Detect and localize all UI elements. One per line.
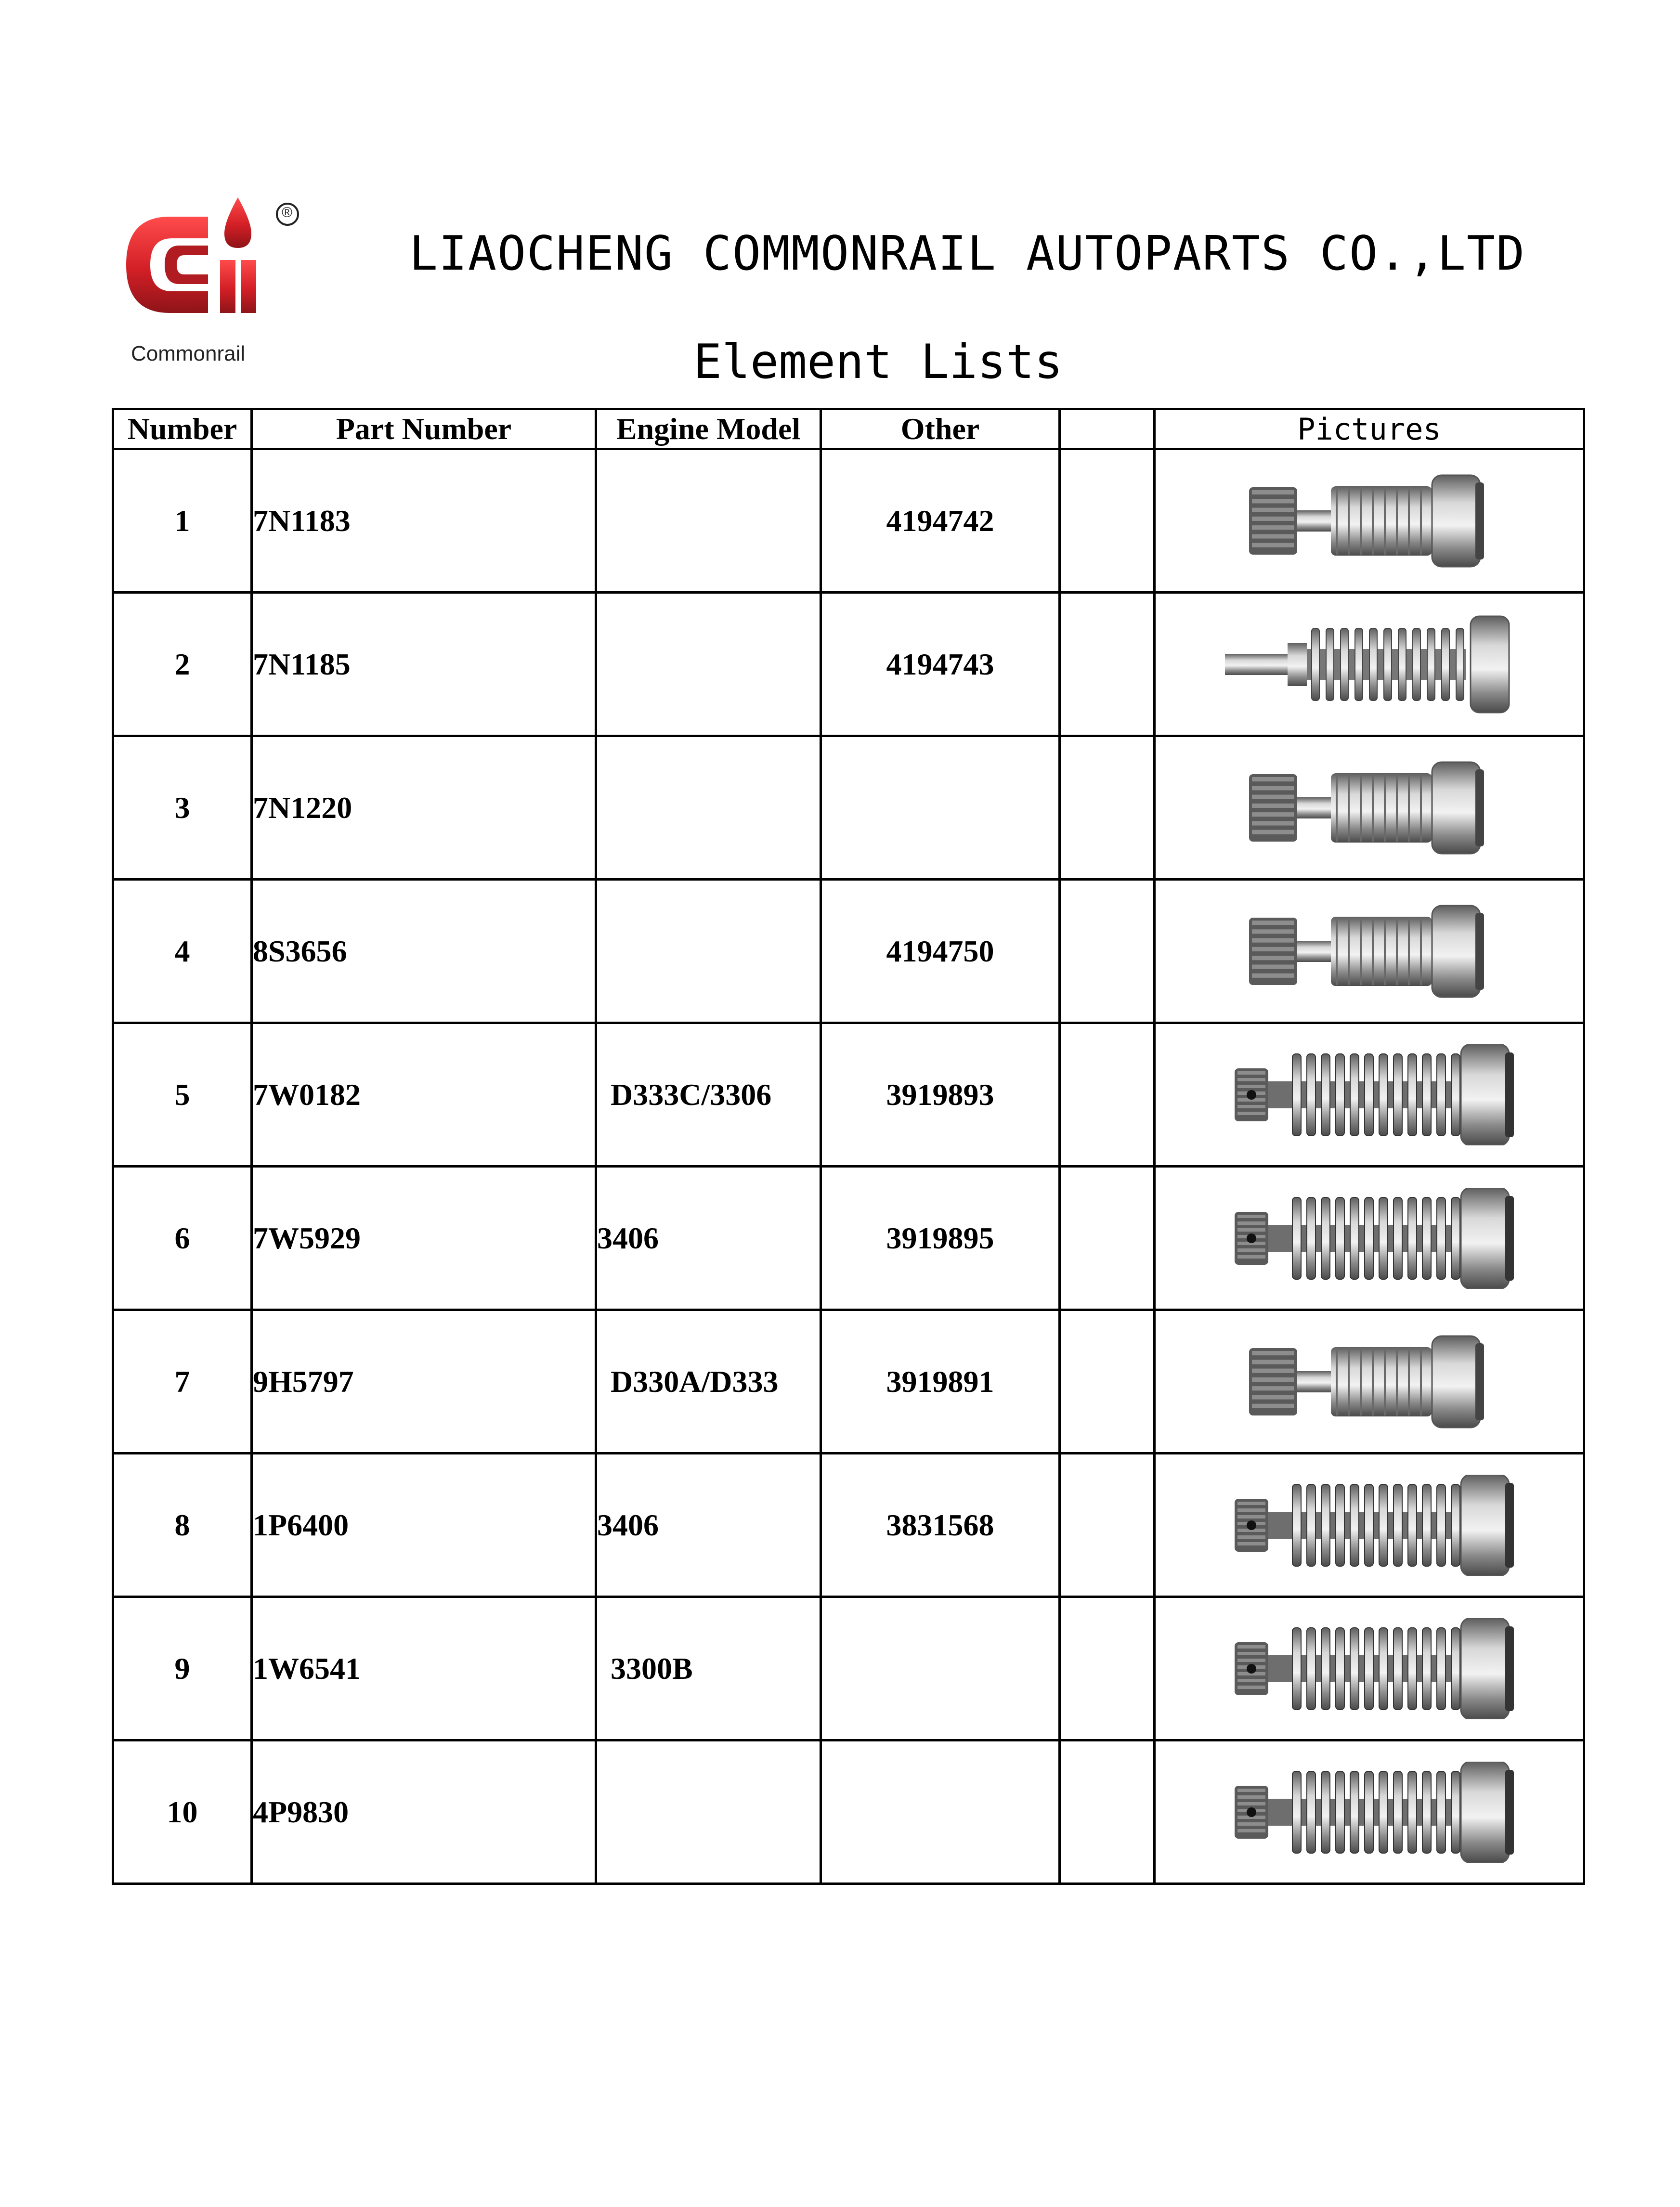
table-row (113, 1167, 1584, 1310)
engine-model: D333C/3306 (596, 1023, 821, 1167)
company-logo (112, 188, 309, 366)
commonrail-logo-icon (112, 188, 309, 342)
other-number: 3831568 (821, 1454, 1060, 1597)
column-header-number: Number (113, 409, 252, 449)
table-row (113, 1454, 1584, 1597)
picture-cell (1155, 1454, 1584, 1597)
table-row (113, 1597, 1584, 1740)
company-name: LIAOCHENG COMMONRAIL AUTOPARTS CO.,LTD (409, 226, 1526, 281)
extra-cell (1060, 1310, 1155, 1454)
other-number: 4194750 (821, 880, 1060, 1023)
engine-model: 3406 (596, 1454, 821, 1597)
table-row (113, 449, 1584, 593)
part-number: 4P9830 (252, 1740, 596, 1884)
row-number: 5 (113, 1023, 252, 1167)
extra-cell (1060, 449, 1155, 593)
other-number (821, 1740, 1060, 1884)
picture-cell (1155, 593, 1584, 736)
column-header-pictures: Pictures (1155, 409, 1584, 449)
picture-cell (1155, 880, 1584, 1023)
part-number: 7W5929 (252, 1167, 596, 1310)
part-number: 7N1185 (252, 593, 596, 736)
part-number: 1P6400 (252, 1454, 596, 1597)
gear-plunger-element-icon (1235, 470, 1504, 571)
table-row (113, 1740, 1584, 1884)
extra-cell (1060, 1597, 1155, 1740)
spring-gear-element-icon (1220, 1188, 1519, 1289)
document-title: Element Lists (693, 335, 1063, 389)
row-number: 3 (113, 736, 252, 880)
picture-cell (1155, 449, 1584, 593)
extra-cell (1060, 1167, 1155, 1310)
element-list-table (112, 408, 1585, 1885)
engine-model: 3406 (596, 1167, 821, 1310)
engine-model: D330A/D333 (596, 1310, 821, 1454)
spring-gear-element-icon (1220, 1044, 1519, 1145)
engine-model (596, 1740, 821, 1884)
row-number: 4 (113, 880, 252, 1023)
engine-model (596, 449, 821, 593)
engine-model: 3300B (596, 1597, 821, 1740)
table-header-row (113, 409, 1584, 449)
extra-cell (1060, 736, 1155, 880)
spring-gear-element-icon (1220, 1618, 1519, 1719)
extra-cell (1060, 1740, 1155, 1884)
row-number: 8 (113, 1454, 252, 1597)
part-number: 9H5797 (252, 1310, 596, 1454)
column-header-engine-model: Engine Model (596, 409, 821, 449)
picture-cell (1155, 1023, 1584, 1167)
extra-cell (1060, 1023, 1155, 1167)
picture-cell (1155, 1740, 1584, 1884)
column-header-other: Other (821, 409, 1060, 449)
other-number: 3919895 (821, 1167, 1060, 1310)
table-row (113, 1310, 1584, 1454)
picture-cell (1155, 1597, 1584, 1740)
table-row (113, 593, 1584, 736)
other-number: 3919893 (821, 1023, 1060, 1167)
row-number: 10 (113, 1740, 252, 1884)
extra-cell (1060, 593, 1155, 736)
row-number: 6 (113, 1167, 252, 1310)
part-number: 7W0182 (252, 1023, 596, 1167)
spring-gear-element-icon (1220, 1762, 1519, 1863)
engine-model (596, 593, 821, 736)
other-number (821, 736, 1060, 880)
row-number: 7 (113, 1310, 252, 1454)
part-number: 7N1220 (252, 736, 596, 880)
other-number: 3919891 (821, 1310, 1060, 1454)
spring-gear-element-icon (1220, 1475, 1519, 1576)
picture-cell (1155, 1167, 1584, 1310)
gear-plunger-element-icon (1235, 757, 1504, 858)
registered-mark: ® (282, 205, 293, 221)
column-header-part-number: Part Number (252, 409, 596, 449)
part-number: 1W6541 (252, 1597, 596, 1740)
gear-plunger-element-icon (1235, 1331, 1504, 1432)
extra-cell (1060, 1454, 1155, 1597)
gear-plunger-element-icon (1235, 901, 1504, 1002)
picture-cell (1155, 736, 1584, 880)
part-number: 8S3656 (252, 880, 596, 1023)
logo-brand-text: Commonrail (131, 342, 246, 365)
row-number: 1 (113, 449, 252, 593)
other-number: 4194742 (821, 449, 1060, 593)
engine-model (596, 736, 821, 880)
row-number: 9 (113, 1597, 252, 1740)
part-number: 7N1183 (252, 449, 596, 593)
other-number: 4194743 (821, 593, 1060, 736)
extra-cell (1060, 880, 1155, 1023)
column-header-blank (1060, 409, 1155, 449)
spring-shaft-element-icon (1220, 614, 1519, 715)
table-row (113, 1023, 1584, 1167)
table-row (113, 880, 1584, 1023)
engine-model (596, 880, 821, 1023)
picture-cell (1155, 1310, 1584, 1454)
table-row (113, 736, 1584, 880)
row-number: 2 (113, 593, 252, 736)
other-number (821, 1597, 1060, 1740)
